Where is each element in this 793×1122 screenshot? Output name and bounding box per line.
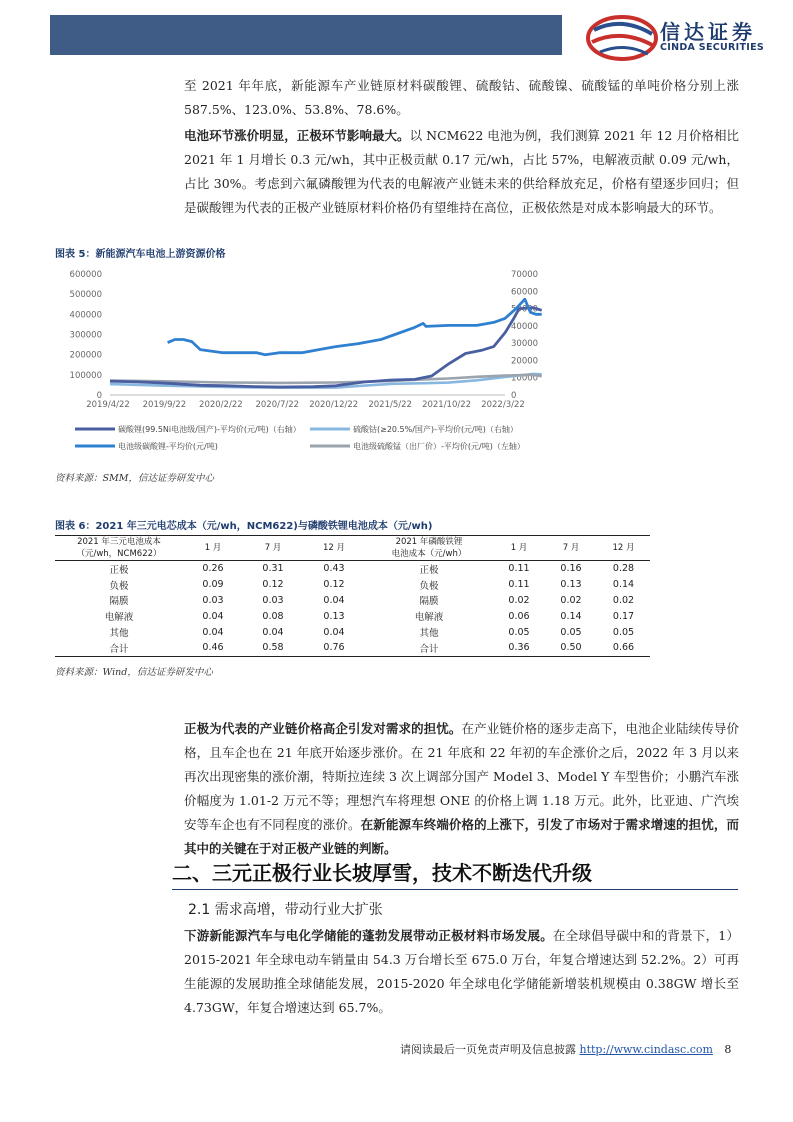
x-axis-tick-label: 2020/7/22 [255, 400, 300, 410]
left-axis-tick-label: 100000 [69, 370, 102, 381]
left-value-jan: 0.03 [202, 594, 224, 606]
x-axis-tick-label: 2020/12/22 [309, 400, 359, 410]
right-axis-tick-label: 60000 [511, 287, 539, 298]
paragraph-3-bold-end: 在新能源车终端价格的上涨下，引发了市场对于需求增速的担忧，而其中的关键在于对正极产业链的判断。 [184, 817, 739, 856]
table-row [55, 561, 650, 577]
x-axis-tick-label: 2021/5/22 [368, 400, 412, 410]
left-value-jul: 0.08 [262, 610, 284, 622]
right-header-cell [365, 536, 493, 561]
x-axis-tick-label: 2019/9/22 [142, 400, 187, 410]
right-value-jul: 0.14 [560, 610, 582, 622]
x-axis-tick-label: 2019/4/22 [86, 400, 130, 410]
left-item-label: 电解液 [104, 612, 134, 624]
legend-label: 电池级碳酸锂-平均价(元/吨) [118, 442, 218, 451]
header-bar [50, 15, 562, 55]
right-value-jul: 0.13 [560, 579, 582, 591]
right-value-dec: 0.17 [612, 610, 635, 622]
legend-label: 硫酸钴(≥20.5%/国产)-平均价(元/吨)（右轴） [353, 425, 518, 434]
left-item-label: 隔膜 [109, 596, 129, 608]
left-value-jul: 0.03 [262, 594, 284, 606]
left-value-jan: 0.04 [202, 626, 224, 638]
left-value-jul: 0.58 [262, 642, 284, 654]
table-header-row [55, 536, 650, 561]
paragraph-1-text: 至 2021 年年底，新能源车产业链原材料碳酸锂、硫酸钴、硫酸镍、硫酸锰的单吨价格分别上涨 587.5%、123.0%、53.8%、78.6%。 [184, 78, 739, 117]
table-row [55, 577, 650, 593]
right-axis-tick-label: 30000 [511, 339, 539, 350]
figure-5-chart [55, 262, 555, 462]
footer [400, 1041, 731, 1057]
right-axis-tick-label: 50000 [511, 304, 539, 315]
left-value-dec: 0.43 [323, 563, 345, 575]
figure-6-source: 资料来源：Wind，信达证券研发中心 [55, 667, 213, 678]
left-axis-tick-label: 600000 [69, 270, 102, 280]
left-value-dec: 0.04 [323, 594, 345, 606]
footer-disclaimer: 请阅读最后一页免责声明及信息披露 [400, 1043, 576, 1056]
left-axis-tick-label: 500000 [69, 290, 102, 301]
series-line [168, 299, 542, 355]
right-item-label: 其他 [419, 628, 439, 640]
section-heading [172, 855, 738, 890]
logo-chinese-name: 信达证券 [660, 20, 756, 44]
right-header-line-1: 2021 年磷酸铁锂 [395, 537, 463, 547]
left-item-label: 其他 [109, 628, 129, 640]
right-value-jan: 0.11 [508, 579, 530, 591]
left-item-label: 合计 [109, 643, 129, 655]
right-value-jan: 0.02 [508, 594, 530, 606]
left-value-dec: 0.12 [323, 579, 345, 591]
left-value-jan: 0.26 [202, 563, 224, 575]
legend-label: 碳酸锂(99.5Ni电池级/国产)-平均价(元/吨)（右轴） [118, 425, 301, 434]
paragraph-3-bold: 正极为代表的产业链价格高企引发对需求的担忧。 [184, 721, 462, 736]
left-value-dec: 0.04 [323, 626, 345, 638]
paragraph-4-text: 在全球倡导碳中和的背景下，1）2015-2021 年全球电动车销量由 54.3 万台增长至 675.0 万台，年复合增速达到 52.2%。2）可再生能源的发展助推全球储能发展，2015-2020 年全球电化学储能新增装机规模由 0.38GW 增长至 4.73GW，年复合增速达到 65.7%。 [184, 928, 739, 1015]
figure-5-source: 资料来源：SMM，信达证券研发中心 [55, 473, 214, 484]
footer-website-link[interactable]: http://www.cindasc.com [579, 1043, 713, 1056]
right-axis-tick-label: 10000 [511, 373, 539, 384]
subsection-heading: 2.1 需求高增，带动行业大扩张 [188, 902, 383, 918]
cost-table [55, 535, 650, 657]
right-month-3: 12 月 [612, 543, 635, 553]
right-value-dec: 0.66 [612, 642, 635, 654]
right-value-jan: 0.06 [508, 610, 530, 622]
right-item-label: 正极 [419, 564, 439, 576]
figure-6-title: 图表 6：2021 年三元电芯成本（元/wh，NCM622)与磷酸铁锂电池成本（元/wh) [55, 521, 433, 532]
left-value-dec: 0.13 [323, 610, 345, 622]
right-value-dec: 0.14 [612, 579, 635, 591]
paragraph-4 [184, 924, 739, 1020]
left-axis-tick-label: 200000 [69, 350, 102, 361]
left-value-jul: 0.31 [262, 563, 284, 575]
left-value-jan: 0.09 [202, 579, 224, 591]
left-header-line-2: （元/wh，NCM622） [76, 549, 162, 559]
right-value-jul: 0.16 [560, 563, 582, 575]
right-item-label: 合计 [419, 643, 439, 655]
right-item-label: 隔膜 [419, 596, 439, 608]
right-value-jul: 0.50 [560, 642, 582, 654]
right-axis-tick-label: 70000 [511, 270, 539, 280]
table-row [55, 608, 650, 624]
chart-svg [55, 262, 555, 462]
right-value-dec: 0.02 [612, 594, 635, 606]
right-value-jan: 0.36 [508, 642, 530, 654]
paragraph-2-bold: 电池环节涨价明显，正极环节影响最大。 [184, 128, 410, 143]
left-value-jan: 0.04 [202, 610, 224, 622]
right-header-line-2: 电池成本（元/wh） [391, 549, 467, 559]
right-axis-tick-label: 0 [511, 391, 517, 401]
right-item-label: 负极 [419, 580, 439, 592]
left-item-label: 负极 [109, 580, 129, 592]
figure-5-title: 图表 5：新能源汽车电池上游资源价格 [55, 249, 226, 260]
left-value-jul: 0.12 [262, 579, 284, 591]
x-axis-tick-label: 2020/2/22 [199, 400, 243, 410]
left-axis-tick-label: 300000 [69, 330, 102, 341]
paragraph-2 [184, 124, 739, 220]
left-item-label: 正极 [109, 564, 129, 576]
paragraph-3 [184, 717, 739, 861]
logo-english-name: CINDA SECURITIES [660, 42, 765, 53]
right-value-jan: 0.05 [508, 626, 530, 638]
right-value-jul: 0.05 [560, 626, 582, 638]
left-value-dec: 0.76 [323, 642, 345, 654]
left-value-jul: 0.04 [262, 626, 284, 638]
left-month-1: 1 月 [204, 543, 222, 553]
paragraph-4-bold: 下游新能源汽车与电化学储能的蓬勃发展带动正极材料市场发展。 [184, 928, 553, 943]
left-axis-tick-label: 400000 [69, 310, 102, 321]
page-number: 8 [724, 1043, 732, 1056]
right-value-jan: 0.11 [508, 563, 530, 575]
left-header-line-1: 2021 年三元电池成本 [77, 537, 161, 547]
left-value-jan: 0.46 [202, 642, 224, 654]
section-heading-text: 二、三元正极行业长坡厚雪，技术不断迭代升级 [172, 861, 592, 885]
right-value-jul: 0.02 [560, 594, 582, 606]
left-month-2: 7 月 [264, 543, 282, 553]
right-value-dec: 0.05 [612, 626, 635, 638]
left-header-cell [55, 536, 183, 561]
table-row [55, 593, 650, 609]
left-axis-tick-label: 0 [96, 391, 102, 401]
x-axis-tick-label: 2021/10/22 [422, 400, 472, 410]
right-axis-tick-label: 40000 [511, 321, 539, 332]
legend-label: 电池级硫酸锰（出厂价）-平均价(元/吨)（左轴） [353, 442, 525, 451]
right-month-1: 1 月 [510, 543, 528, 553]
left-month-3: 12 月 [322, 543, 346, 553]
paragraph-2-text: 以 NCM622 电池为例，我们测算 2021 年 12 月价格相比 2021 年 1 月增长 0.3 元/wh，其中正极贡献 0.17 元/wh，占比 57%，电解液贡献 0.09 元/wh，占比 30%。考虑到六氟磷酸锂为代表的电解液产业链未来的供给释放充足，价格有望逐步回归；但是碳酸锂为代表的正极产业链原材料价格仍有望维持在高位，正极依然是对成本影响最大的环节。 [184, 128, 739, 215]
right-month-2: 7 月 [562, 543, 580, 553]
series-line [110, 375, 542, 383]
table-row [55, 624, 650, 640]
right-axis-tick-label: 20000 [511, 356, 539, 367]
paragraph-3-text: 在产业链价格的逐步走高下，电池企业陆续传导价格，且车企也在 21 年底开始逐步涨价。在 21 年底和 22 年初的车企涨价之后，2022 年 3 月以来再次出现密集的涨价潮，特斯拉连续 3 次上调部分国产 Model 3、Model Y 车型售价；小鹏汽车涨价幅度为 1.01-2 万元不等；理想汽车将理想 ONE 的价格上调 1.18 万元。此外，比亚迪、广汽埃安等车企也有不同程度的涨价。 [184, 721, 739, 832]
paragraph-1 [184, 74, 739, 122]
right-item-label: 电解液 [414, 612, 444, 624]
table-row [55, 640, 650, 656]
right-value-dec: 0.28 [612, 563, 635, 575]
x-axis-tick-label: 2022/3/22 [481, 400, 525, 410]
